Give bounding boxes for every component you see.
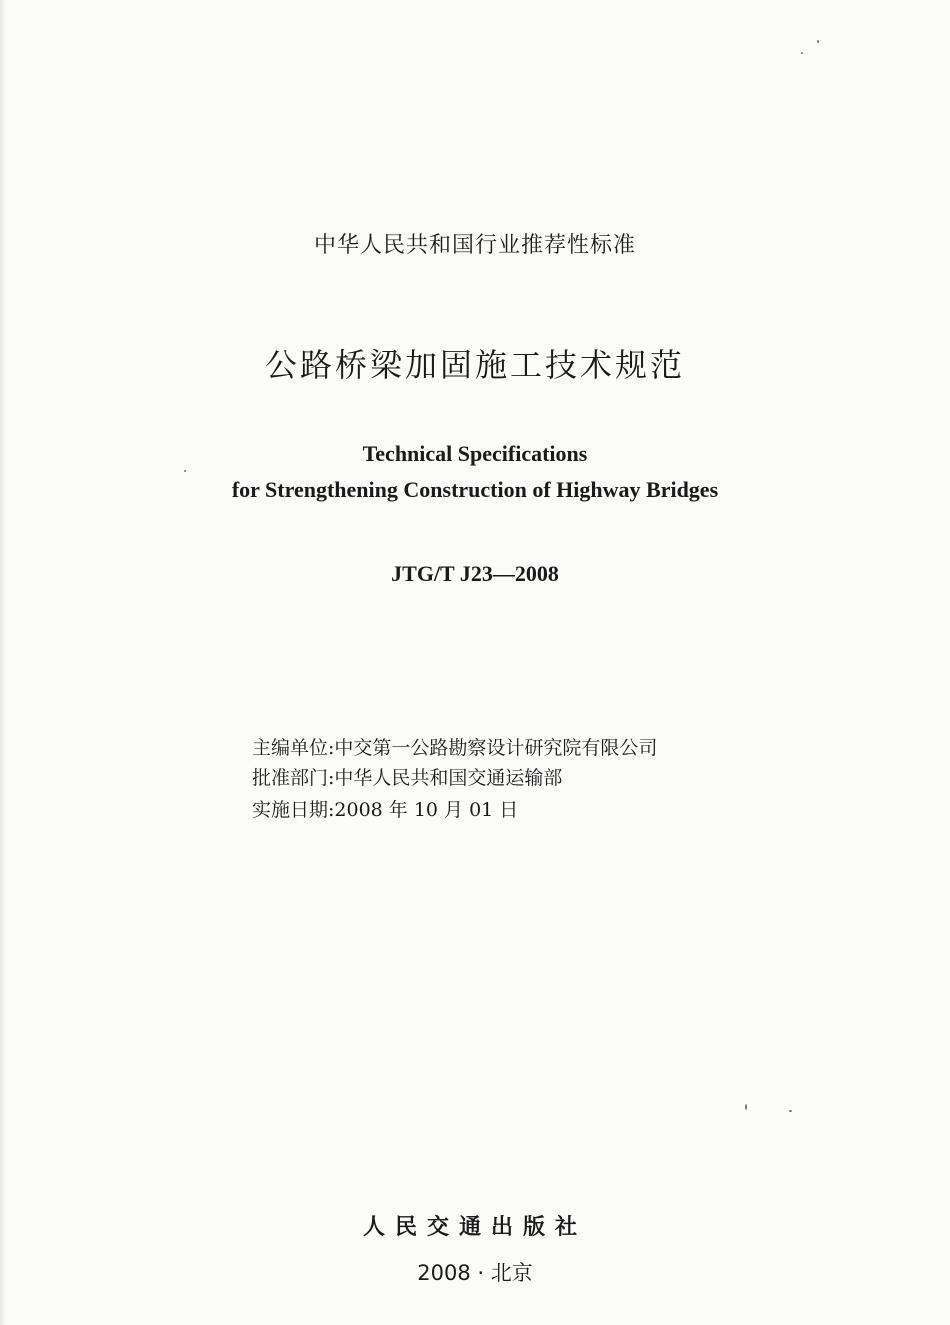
title-english-line1: Technical Specifications (362, 441, 588, 466)
title-english-line2: for Strengthening Construction of Highway Bridges (231, 477, 719, 502)
standard-code: JTG/T J23—2008 (391, 561, 559, 586)
scan-speck (789, 1110, 792, 1112)
effective-date: 实施日期:2008 年 10 月 01 日 (252, 799, 519, 821)
publisher-name: 人民交通出版社 (362, 1214, 587, 1240)
title-chinese: 公路桥梁加固施工技术规范 (264, 346, 685, 384)
scan-speck (801, 52, 803, 54)
scan-speck (745, 1104, 747, 1110)
scan-speck (184, 470, 186, 472)
scan-speck (817, 40, 819, 43)
scan-edge (0, 0, 6, 1325)
publication-year-place: 2008 · 北京 (417, 1261, 533, 1285)
editor-unit: 主编单位:中交第一公路勘察设计研究院有限公司 (252, 737, 658, 759)
approving-department: 批准部门:中华人民共和国交通运输部 (252, 767, 563, 789)
standard-category: 中华人民共和国行业推荐性标准 (313, 233, 636, 258)
